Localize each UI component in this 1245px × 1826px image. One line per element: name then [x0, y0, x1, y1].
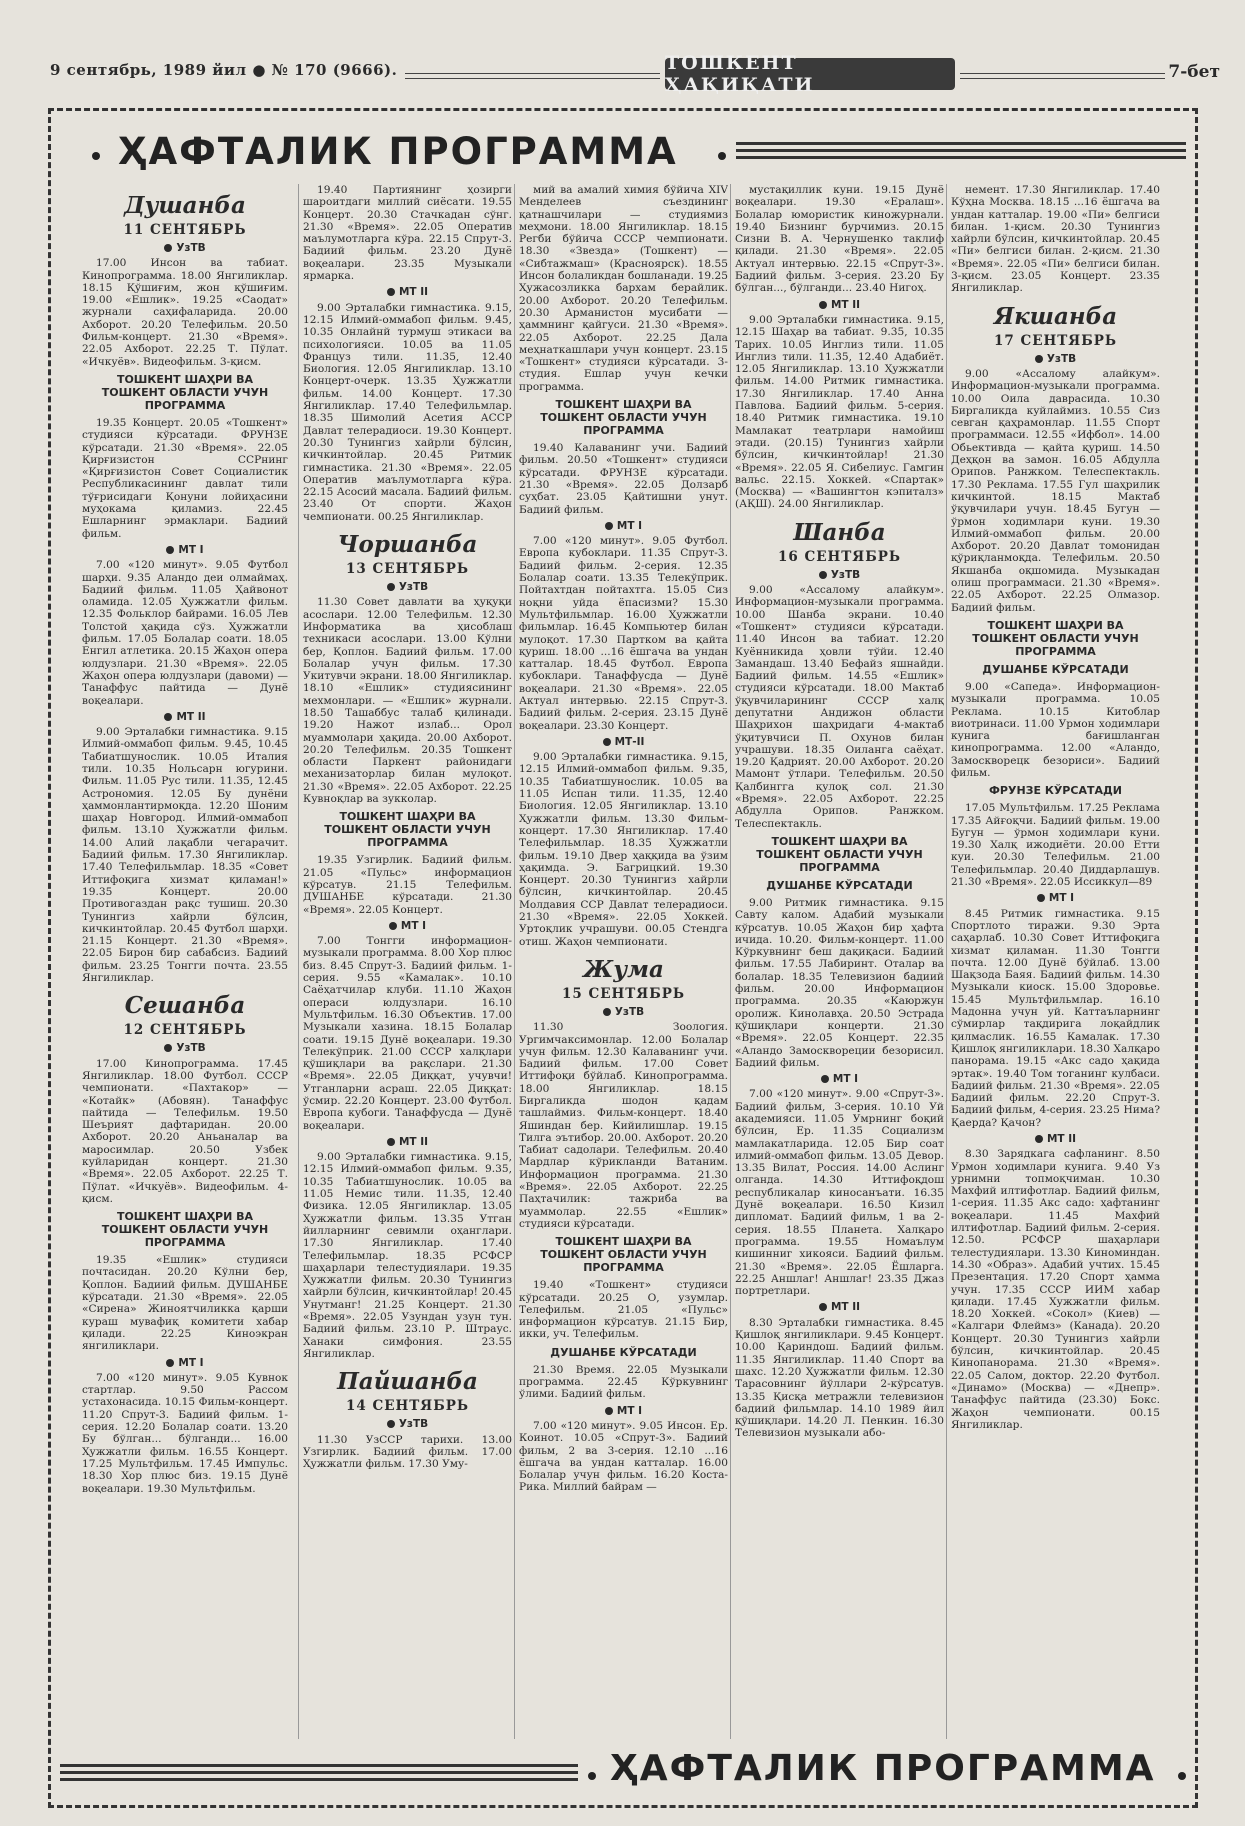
program-listing: 21.30 Время. 22.05 Музыкали программа. 22.45 Кўркувнинг ўлими. Бадиий фильм.: [519, 1363, 728, 1401]
day-date: 14 СЕНТЯБРЬ: [345, 1398, 470, 1415]
program-listing: 17.00 Кинопрограмма. 17.45 Янгиликлар. 18.00 Футбол. СССР чемпионати. «Пахтакор» — «Котайк» (Абовян). Танаффус пайтида — Телефильм. 19.50 Шеърият дафтаридан. 20.00 Ахборот. 20.20 Аньаналар ва маросимлар. 20.50 Узбек куйларидан концерт. 21.30 «Время». 22.05 Ахборот. 22.25 Т. Пўлат. «Ичкуёв». Видеофильм. 4-қисм.: [82, 1057, 288, 1205]
day-heading: Душанба: [124, 192, 246, 219]
section-heading: ФРУНЗЕ КЎРСАТАДИ: [989, 784, 1122, 798]
program-listing: 9.00 «Ассалому алайкум». Информацион-музыкали программа. 10.00 Шанба экрани. 10.40 «Тошкент» студияси кўрсатади. 11.40 Инсон ва табиат. 12.20 Куённикида ҳовли тўйи. 12.40 Замандаш. 13.40 Бефайз яшнайди. Бадиий фильм. 14.55 «Ешлик» студияси кўрсатади. 18.00 Мактаб ўқувчиларининг СССР халқ депутатни Андижон области Шаҳрихон шаҳридаги 4-мактаб ўқитувчиси П. Охунов билан учрашуви. 18.35 Оиланга саёҳат. 19.20 Қадрият. 20.00 Ахборот. 20.20 Мамонт ўтлари. Телефильм. 20.50 Қалбингга қулоқ сол. 21.30 «Время». 22.05 Ахборот. 22.25 Абдулла Орипов. Ранжком. Телеспектакль.: [735, 584, 944, 830]
section-heading: ТОШКЕНТ ШАҲРИ ВА ТОШКЕНТ ОБЛАСТИ УЧУН ПРОГРАММА: [324, 810, 491, 850]
column-2: [298, 184, 512, 1739]
bullet-icon: [1035, 1135, 1043, 1143]
program-listing: мустақиллик куни. 19.15 Дунё воқеалари. 19.30 «Ералаш». Болалар юмористик киножурнали. 19.40 Бизнинг бурчимиз. 20.15 Сизни В. А. Чернушенко таклиф қилади. 21.30 «Время». 22.05 Актуал интервью. 22.15 «Спрут-3». Бадиий фильм. 3-серия. 23.20 Бу бўлган..., бўлганди... 23.40 Нигоҳ.: [735, 184, 944, 295]
section-heading: ДУШАНБЕ КЎРСАТАДИ: [982, 662, 1129, 676]
channel-heading: [735, 1073, 944, 1085]
day-heading: Сешанба: [124, 992, 246, 1020]
banner-title-bottom: ҲАФТАЛИК ПРОГРАММА: [610, 1748, 1156, 1789]
bullet-icon: [603, 738, 611, 746]
newspaper-masthead: ТОШКЕНТ ҲАҚИҚАТИ: [665, 58, 955, 90]
column-1: [82, 184, 288, 1739]
channel-label: МТ II: [398, 286, 429, 299]
bullet-icon: [1037, 894, 1045, 902]
header-rule-right: [960, 73, 1165, 79]
channel-label: МТ II: [830, 1301, 861, 1314]
program-listing: 7.00 «120 минут». 9.05 Футбол. Европа кубоклари. 11.35 Спрут-3. Бадиий фильм. 2-серия. 12.35 Болалар соати. 13.35 Телекўприк. Пойтахтдан пойтахтга. 15.05 Сиз ноқни уйда ёпасизми? 15.30 Мультфильмлар. 16.00 Ҳужжатли фильмлар. 16.45 Компьютер билан мулоқот. 17.30 Партком ва қайта қуриш. 18.00 ...16 ёшгача ва ундан катталар. 18.45 Футбол. Европа кубоклари. Танаффусда — Дунё воқеалари. 21.30 «Время». 22.05 Актуал интервью. 22.15 Спрут-3. Бадиий фильм. 2-серия. 23.15 Дунё воқеалари. 23.30 Концерт.: [519, 535, 728, 732]
channel-label: УзТВ: [398, 1418, 429, 1431]
channel-heading: [82, 711, 288, 723]
channel-heading: [951, 353, 1160, 365]
bullet-icon: [164, 713, 172, 721]
bullet-icon: [718, 152, 726, 160]
bullet-icon: [387, 288, 395, 296]
program-listing: 19.35 Узгирлик. Бадиий фильм. 21.05 «Пульс» информацион кўрсатув. 21.15 Телефильм. ДУШАНБЕ кўрсатади. 21.30 «Время». 22.05 Концерт.: [303, 854, 512, 916]
bullet-icon: [605, 1407, 613, 1415]
program-listing: 19.35 Концерт. 20.05 «Тошкент» студияси кўрсатади. ФРУНЗЕ кўрсатади. 21.30 «Время». 22.05 Қирғизистон ССРнинг «Қирғизистон Совет Социалистик Республикасининг давлат тили тўғрисидаги Қонуни лойиҳасини муҳокама қиламиз. 22.45 Ешларнинг эрмаклари. Бадиий фильм.: [82, 416, 288, 540]
banner-bottom: [60, 1748, 1180, 1800]
section-heading: ТОШКЕНТ ШАҲРИ ВА ТОШКЕНТ ОБЛАСТИ УЧУН ПРОГРАММА: [756, 834, 923, 874]
day-heading: Якшанба: [993, 302, 1118, 330]
column-5: [946, 184, 1160, 1739]
channel-heading: [82, 544, 288, 556]
channel-label: МТ I: [616, 519, 643, 532]
bullet-icon: [164, 244, 172, 252]
channel-label: МТ I: [832, 1073, 859, 1086]
channel-label: УзТВ: [176, 242, 206, 254]
channel-label: УзТВ: [614, 1005, 645, 1018]
bullet-icon: [819, 301, 827, 309]
program-listing: 9.00 Эрталабки гимнастика. 9.15, 12.15 Илмий-оммабоп фильм. 9.35, 10.35 Табиатшунослик. 10.05 ва 11.05 Немис тили. 11.35, 12.40 Физика. 12.05 Янгиликлар. 13.05 Ҳужжатли фильм. 13.35 Утган йилларнинг севимли оҳанглари. 17.30 Янгиликлар. 17.40 Телефильмлар. 18.35 РСФСР шаҳарлари телестудиялари. 19.35 Ҳужжатли фильм. 20.30 Тунингиз хайрли бўлсин, кичкинтойлар! 20.45 Унутманг! 21.25 Концерт. 21.30 «Время». 22.05 Узундан узун тун. Бадиий фильм. 23.10 Р. Штраус. Ханаки симфония. 23.55 Янгиликлар.: [303, 1151, 512, 1360]
program-listing: 17.05 Мультфильм. 17.25 Реклама 17.35 Айғоқчи. Бадиий фильм. 19.00 Бугун — ўрмон ходимлари куни. 19.30 Халқ ижодиёти. 20.00 Етти куи. 20.30 Телефильм. 21.00 Телефильмлар. 20.40 Диддарлашув. 21.30 «Время». 22.05 Иссиккул—89: [951, 802, 1160, 889]
bullet-icon: [603, 1008, 611, 1016]
channel-label: МТ I: [1048, 892, 1075, 905]
day-heading: Шанба: [793, 518, 886, 546]
channel-label: УзТВ: [830, 568, 861, 581]
channel-heading: [519, 1006, 728, 1018]
day-heading: Чоршанба: [337, 531, 478, 559]
channel-heading: [303, 581, 512, 593]
program-listing: 11.30 Совет давлати ва ҳуқуқи асослари. 12.00 Телефильм. 12.30 Информатика ва ҳисоблаш техникаси асослари. 13.00 Кўлни бер, Қоплон. Бадиий фильм. 17.00 Болалар учун фильм. 17.30 Укитувчи экрани. 18.00 Янгиликлар. 18.10 «Ешлик» студиясининг мехмонлари. — «Ешлик» журнали. 18.50 Ташаббус талаб қилинади. 19.20 Нажот излаб... Орол муаммолари ҳақида. 20.00 Ахборот. 20.20 Телефильм. 20.35 Тошкент области Паркент районидаги механизаторлар билан мулоқот. 21.30 «Время». 22.05 Ахборот. 22.25 Кувноқлар ва зукколар.: [303, 596, 512, 806]
channel-heading: [951, 892, 1160, 904]
program-listing: 8.30 Эрталабки гимнастика. 8.45 Қишлоқ янгиликлари. 9.45 Концерт. 10.00 Қариндош. Бадиий фильм. 11.35 Янгиликлар. 11.40 Спорт ва шахс. 12.20 Ҳужжатли фильм. 12.30 Тарасовнинг йўллари 2-кўрсатув. 13.35 Қисқа метражли телевизион бадиий фильмлар. 14.10 1989 йил қўшиқлари. 14.20 Л. Пенкин. 16.30 Телевизион музыкали або-: [735, 1316, 944, 1440]
program-listing: 7.00 Тонгги информацион-музыкали программа. 8.00 Хор плюс биз. 8.45 Спрут-3. Бадиий фильм. 1-серия. 9.55 «Камалак». 10.10 Саёҳатчилар клуби. 11.10 Жаҳон операси юлдузлари. 16.10 Мультфильм. 16.30 Объектив. 17.00 Музыкали хазина. 18.15 Болалар соати. 19.15 Дунё воқеалари. 19.30 Телекўприк. 21.00 СССР халқлари қўшиқлари ва рақслари. 21.30 «Время». 22.05 Диққат, учувчи! Утганларни асраш. 22.05 Диққат: ўсмир. 22.20 Концерт. 23.00 Футбол. Европа кубоги. Танаффусда — Дунё воқеалари.: [303, 935, 512, 1132]
program-listing: 17.00 Инсон ва табиат. Кинопрограмма. 18.00 Янгиликлар. 18.15 Қўшиғим, жон қўшиғим. 19.00 «Ешлик». 19.25 «Саодат» журнали саҳифаларида. 20.00 Ахборот. 20.20 Телефильм. 20.50 Фильм-концерт. 21.30 «Время». 22.05 Ахборот. 22.25 Т. Пўлат. «Ичкуёв». Видеофильм. 3-қисм.: [82, 257, 288, 368]
bullet-icon: [1035, 355, 1043, 363]
program-listing: 19.40 Партиянинг ҳозирги шароитдаги миллий сиёсати. 19.55 Концерт. 20.30 Стачкадан сўнг. 21.30 «Время». 22.05 Оператив маълумотларга кўра. 22.15 Спрут-3. Бадиий фильм. 23.20 Дунё воқеалари. 23.35 Музыкали ярмарка.: [303, 184, 512, 283]
channel-heading: [519, 736, 728, 748]
day-date: 17 СЕНТЯБРЬ: [993, 332, 1118, 349]
program-listing: 9.00 Эрталабки гимнастика. 9.15, 12.15 Илмий-оммабоп фильм. 9.45, 10.35 Онлайнй турмуш этикаси ва психологияси. 10.05 ва 11.05 Француз тили. 11.35, 12.40 Биология. 12.05 Янгиликлар. 13.10 Концерт-очерк. 13.35 Ҳужжатли фильм. 14.00 Концерт. 17.30 Янгиликлар. 17.40 Телефильмлар. 18.35 Шимолий Асетия АССР Давлат телерадиоси. 19.30 Концерт. 20.30 Тунингиз хайрли бўлсин, кичкинтойлар. 20.45 Ритмик гимнастика. 21.30 «Время». 22.05 Оператив маълумотларга кўра. 22.15 Асосий масала. Бадиий фильм. 23.40 От спорти. Жаҳон чемпионати. 00.25 Янгиликлар.: [303, 301, 512, 523]
bullet-icon: [166, 546, 174, 554]
bullet-icon: [92, 152, 100, 160]
channel-label: УзТВ: [176, 1042, 206, 1055]
section-heading: ТОШКЕНТ ШАҲРИ ВА ТОШКЕНТ ОБЛАСТИ УЧУН ПРОГРАММА: [972, 618, 1139, 658]
bullet-icon: [387, 1420, 395, 1428]
program-listing: 19.40 Калаванинг учи. Бадиий фильм. 20.50 «Тошкент» студияси кўрсатади. ФРУНЗЕ кўрсатади. 21.30 «Время». 22.05 Долзарб суҳбат. 23.05 Қайтишни унут. Бадиий фильм.: [519, 442, 728, 516]
program-listing: 9.00 Эрталабки гимнастика. 9.15 Илмий-оммабоп фильм. 9.45, 10.45 Табиатшунослик. 10.05 Италия тили. 10.35 Нольсарн югурини. Фильм. 11.05 Рус тили. 11.35, 12.45 Астрономия. 12.05 Бу дунёни ҳаммонлантирмоқда. 12.20 Шоним шаҳар Новгород. Илмий-оммабоп фильм. 13.10 Ҳужжатли фильм. 14.00 Алий лақабли чегарачит. Бадиий фильм. 17.30 Янгиликлар. 17.40 Телефильмлар. 18.35 «Совет Иттифоқига хизмат қиламан!» 19.35 Концерт. 20.00 Противогаздан рақс тушиш. 20.30 Тунингиз хайрли бўлсин, кичкинтойлар. 20.45 Футбол шарҳи. 21.15 Концерт. 21.30 «Время». 22.05 Бирон бир сабабсиз. Бадиий фильм. 23.25 Тонгги почта. 23.55 Янгиликлар.: [82, 726, 288, 985]
bullet-icon: [819, 571, 827, 579]
bullet-icon: [166, 1359, 174, 1367]
section-heading: ДУШАНБЕ КЎРСАТАДИ: [550, 1345, 697, 1359]
channel-heading: [735, 1301, 944, 1313]
section-heading: ДУШАНБЕ КЎРСАТАДИ: [766, 878, 913, 892]
channel-label: МТ-II: [614, 735, 645, 748]
program-listing: немент. 17.30 Янгиликлар. 17.40 Кўҳна Москва. 18.15 ...16 ёшгача ва ундан катталар. 19.00 «Пи» белгиси билан. 1-қисм. 20.30 Тунингиз хайрли бўлсин, кичкинтойлар. 20.45 «Пи» белгиси билан. 2-қисм. 21.30 «Время». 22.05 «Пи» белгиси билан. 3-қисм. 23.05 Концерт. 23.35 Янгиликлар.: [951, 184, 1160, 295]
channel-heading: [735, 569, 944, 581]
section-heading: ТОШКЕНТ ШАҲРИ ВА ТОШКЕНТ ОБЛАСТИ УЧУН ПРОГРАММА: [101, 1210, 269, 1250]
channel-label: МТ I: [178, 1356, 204, 1369]
program-columns: [82, 184, 1194, 1739]
section-heading: ТОШКЕНТ ШАҲРИ ВА ТОШКЕНТ ОБЛАСТИ УЧУН ПРОГРАММА: [540, 1235, 707, 1275]
bullet-icon: [389, 922, 397, 930]
day-date: 11 СЕНТЯБРЬ: [123, 222, 247, 238]
program-listing: 19.35 «Ешлик» студияси почтасидан. 20.20 Кўлни бер, Қоплон. Бадиий фильм. ДУШАНБЕ кўрсатади. 21.30 «Время». 22.05 «Сирена» Жиноятчиликка қарши кураш мувафиқ комитети хабар қилади. 22.25 Киноэкран янгиликлари.: [82, 1254, 288, 1353]
program-listing: 7.00 «120 минут». 9.05 Инсон. Ер. Коинот. 10.05 «Спрут-3». Бадиий фильм, 2 ва 3-серия. 12.10 ...16 ёшгача ва ундан катталар. 16.00 Болалар учун фильм. 16.20 Коста-Рика. Миллий байрам —: [519, 1419, 728, 1494]
program-listing: 7.00 «120 минут». 9.05 Кувнок стартлар. 9.50 Рассом устахонасида. 10.15 Фильм-концерт. 11.20 Спрут-3. Бадиий фильм. 1-серия. 12.20 Болалар соати. 13.20 Бу бўлган... бўлганди... 16.00 Ҳужжатли фильм. 16.55 Концерт. 17.25 Мультфильм. 17.45 Импульс. 18.30 Хор плюс биз. 19.15 Дунё воқеалари. 19.30 Мультфильм.: [82, 1371, 288, 1495]
bullet-icon: [387, 1138, 395, 1146]
channel-heading: [303, 1136, 512, 1148]
program-listing: 8.30 Зарядкага сафланинг. 8.50 Урмон ходимлари кунига. 9.40 Уз урнимни топмоқчиман. 10.30 Махфий илтифотлар. Бадиий фильм, 1-серия. 11.35 Акс садо: ҳафтанинг воқеалари. 11.45 Махфий илтифотлар. Бадиий фильм. 2-серия. 12.50. РСФСР шаҳарлари телестудиялари. 13.30 Киноминдан. 14.30 «Образ». Адабий учтих. 15.45 Презентация. 17.20 Спорт ҳамма учун. 17.35 СССР ИИМ хабар қилади. 17.45 Хужжатли фильм. 18.20 Хоккей. «Сокол» (Киев) — «Калгари Флеймз» (Канада). 20.20 Концерт. 20.30 Тунингиз хайрли бўлсин, кичкинтойлар. 20.45 Кинопанорама. 21.30 «Время». 22.05 Салом, доктор. 22.20 Футбол. «Динамо» (Москва) — «Днепр». Танаффус пайтида (23.30) Бокс. Жаҳон чемпионати. 00.15 Янгиликлар.: [951, 1148, 1160, 1431]
program-listing: мий ва амалий химия бўйича XIV Менделеев съездининг қатнашчилари — студиямиз меҳмони. 18.00 Янгиликлар. 18.15 Регби бўйича СССР чемпионати. 18.30 «Звезда» (Тошкент) — «Сибтажмаш» (Красноярск). 18.55 Инсон болаликдан бошланади. 19.25 Ҳужасозликка бархам берайлик. 20.00 Ахборот. 20.20 Телефильм. 20.30 Арманистон мусибати — ҳаммнинг қайгуси. 21.30 «Время». 22.05 Ахборот. 22.25 Дала меҳнаткашлари учун концерт. 23.15 «Тошкент» студияси кўрсатади. 3-студия. Ешлар учун кечки программа.: [519, 184, 728, 393]
channel-heading: [82, 1357, 288, 1369]
channel-label: МТ I: [178, 543, 204, 556]
day-date: 15 СЕНТЯБРЬ: [561, 985, 686, 1002]
channel-heading: [519, 520, 728, 532]
bullet-icon: [164, 1044, 172, 1052]
program-listing: 9.00 «Сапеда». Информацион-музыкали программа. 10.05 Реклама. 10.15 Китоблар виотринаси. 11.00 Урмон ходимлари кунига бағишланган кинопрограмма. 12.00 «Аландо, Замоскворецк безориси». Бадиий фильм.: [951, 680, 1160, 779]
program-listing: 7.00 «120 минут». 9.00 «Спрут-3». Бадиий фильм, 3-серия. 10.10 Уй академияси. 11.05 Умрнинг боқий бўлсин, Ер. 11.35 Социализм мамлакатларида. 12.05 Бир соат илмий-оммабоп фильм. 13.05 Девор. 13.35 Вилат, Россия. 14.00 Аслинг олганда. 14.30 Иттифоқдош республикалар киносанъати. 16.35 Дунё воқеалари. 16.50 Кизил дипломат. Бадиий фильм, 1 ва 2-серия. 18.55 Планета. Халқаро программа. 19.55 Номаълум кишинниг хикояси. Бадиий фильм. 21.30 «Время». 22.05 Ёшларга. 22.25 Аншлаг! Аншлаг! 23.35 Джаз портретлари.: [735, 1088, 944, 1298]
bullet-icon: [1178, 1772, 1186, 1780]
program-listing: 9.00 Эрталабки гимнастика. 9.15, 12.15 Илмий-оммабоп фильм. 9.35, 10.35 Табиатшунослик. 10.05 ва 11.05 Испан тили. 11.35, 12.40 Биология. 12.05 Янгиликлар. 13.10 Ҳужжатли фильм. 13.30 Фильм-концерт. 17.30 Янгиликлар. 17.40 Телефильмлар. 18.35 Ҳужжатли фильм. 19.10 Двер ҳаққида ва ўзим ҳақимда. Э. Багрицкий. 19.30 Концерт. 20.30 Тунингиз хайрли бўлсин, кичкинтойлар. 20.45 Молдавия ССР Давлат телерадиоси. 21.30 «Время». 22.05 Хоккей. Уртоқлик учрашуви. 00.05 Стендга отиш. Жаҳон чемпионати.: [519, 751, 728, 948]
program-listing: 8.45 Ритмик гимнастика. 9.15 Спортлото тиражи. 9.30 Эрта саҳарлаб. 10.30 Совет Иттифоқига хизмат қиламан. 11.30 Тонгги почта. 12.00 Дунё бўйлаб. 13.00 Шақзода Баяя. Бадиий фильм. 14.30 Музыкали киоск. 15.00 Здоровье. 15.45 Мультфильмлар. 16.10 Мадонна учун уй. Каттаъларнинг сўмирлар тақдирига лоқайдлик қилмаслик. 16.55 Камалак. 17.30 Қишлоқ янгиликлари. 18.30 Халқаро панорама. 19.15 «Акс садо ҳақида эртак». 19.40 Том тоганинг кулбаси. Бадиий фильм. 21.30 «Время». 22.05 Бадиий фильм. 22.20 Спрут-3. Бадиий фильм, 4-серия. 23.25 Нима? Қаерда? Қачон?: [951, 907, 1160, 1129]
program-listing: 11.30 УзССР тарихи. 13.00 Узгирлик. Бадиий фильм. 17.00 Ҳужжатли фильм. 17.30 Уму-: [303, 1433, 512, 1471]
channel-heading: [303, 1418, 512, 1430]
channel-label: МТ II: [830, 298, 861, 311]
channel-heading: [303, 286, 512, 298]
banner-lines: [736, 142, 1186, 160]
channel-heading: [735, 299, 944, 311]
channel-heading: [82, 242, 288, 254]
day-date: 12 СЕНТЯБРЬ: [123, 1022, 247, 1039]
day-heading: Жума: [583, 955, 664, 983]
program-listing: 9.00 Ритмик гимнастика. 9.15 Савту калом. Адабий музыкали кўрсатув. 10.05 Жаҳон бир ҳафта ичида. 10.20. Фильм-концерт. 11.00 Кўркувнинг беш дақиқаси. Бадиий фильм. 17.55 Лабиринт. Оталар ва болалар. 18.35 Телевизион бадиий фильм. 20.00 Информацион программа. 20.35 «Каюржун оролиж. Кинолавҳа. 20.50 Эстрада қўшиқлари концерти. 21.30 «Время». 22.05 Концерт. 22.35 «Аландо Замосквореции безорисил. Бадиий фильм.: [735, 896, 944, 1069]
program-listing: 7.00 «120 минут». 9.05 Футбол шарҳи. 9.35 Аландо деи олмаймаҳ. Бадиий фильм. 11.05 Ҳайвонот оламида. 12.05 Ҳужжатли фильм. 12.35 Фольклор байрами. 16.05 Лев Толстой ҳақида сўз. Ҳужжатли фильм. 17.05 Болалар соати. 18.05 Енгил атлетика. 20.15 Жаҳон опера юлдузлари. 21.30 «Время». 22.05 Жаҳон опера юлдузлари (давоми) — Танаффус пайтида — Дунё воқеалари.: [82, 559, 288, 707]
channel-label: МТ II: [398, 1135, 429, 1148]
section-heading: ТОШКЕНТ ШАҲРИ ВА ТОШКЕНТ ОБЛАСТИ УЧУН ПРОГРАММА: [540, 398, 707, 438]
day-heading: Пайшанба: [337, 1368, 478, 1396]
page-header: [50, 52, 1220, 96]
channel-heading: [519, 1405, 728, 1417]
banner-top: [82, 130, 1202, 180]
section-heading: ТОШКЕНТ ШАҲРИ ВА ТОШКЕНТ ОБЛАСТИ УЧУН ПРОГРАММА: [101, 372, 269, 412]
bullet-icon: [821, 1075, 829, 1083]
header-rule-left: [405, 73, 660, 79]
program-listing: 9.00 Эрталабки гимнастика. 9.15, 12.15 Шаҳар ва табиат. 9.35, 10.35 Тарих. 10.05 Инглиз тили. 11.05 Инглиз тили. 11.35, 12.40 Адабиёт. 12.05 Янгиликлар. 13.10 Ҳужжатли фильм. 14.00 Ритмик гимнастика. 17.30 Янгиликлар. 17.40 Анна Павлова. Бадиий фильм. 5-серия. 18.40 Ритмик гимнастика. 19.10 Мамлакат театрлари намойиш этади. (20.15) Тунингиз хайрли бўлсин, кичкинтойлар! 21.30 «Время». 22.05 Я. Сибелиус. Гамгин вальс. 22.15. Хоккей. «Спартак» (Москва) — «Вашингтон кэпиталз» (АҚШ). 24.00 Янгиликлар.: [735, 313, 944, 511]
column-4: [730, 184, 944, 1739]
channel-label: МТ I: [400, 919, 427, 932]
banner-lines: [60, 1764, 578, 1782]
page-number: 7-бет: [1168, 62, 1220, 82]
day-date: 13 СЕНТЯБРЬ: [345, 561, 470, 578]
channel-heading: [303, 920, 512, 932]
program-listing: 9.00 «Ассалому алайкум». Информацион-музыкали программа. 10.00 Оила даврасида. 10.30 Биргаликда куйлаймиз. 10.55 Сиз севган қаҳрамонлар. 11.55 Спорт программаси. 12.55 «Ифбол». 14.00 Обьективда — қайта қуриш. 14.50 Деҳқон ва замон. 16.05 Абдулла Орипов. Ранжком. Телеспектакль. 17.30 Реклама. 17.55 Гул шаҳрилик кичкинтой. 18.15 Мактаб ўқувчилари учун. 18.45 Бугун — ўрмон ходимлари куни. 19.30 Илмий-оммабоп фильм. 20.00 Ахборот. 20.20 Давлат томонидан қўриқланмоқда. Телефильм. 20.50 Якшанба оқшомида. Музыкадан олиш программаси. 21.30 «Время». 22.05 Ахборот. 22.25 Олмазор. Бадиий фильм.: [951, 367, 1160, 614]
bullet-icon: [605, 522, 613, 530]
day-date: 16 СЕНТЯБРЬ: [777, 548, 902, 565]
channel-label: МТ II: [176, 710, 206, 723]
issue-date: 9 сентябрь, 1989 йил ● № 170 (9666).: [50, 61, 398, 79]
banner-title-top: ҲАФТАЛИК ПРОГРАММА: [118, 130, 678, 173]
channel-label: МТ II: [1046, 1133, 1077, 1145]
program-listing: 19.40 «Тошкент» студияси кўрсатади. 20.25 О, узумлар. Телефильм. 21.05 «Пульс» информацион кўрсатув. 21.15 Бир, икки, уч. Телефильм.: [519, 1279, 728, 1341]
channel-label: УзТВ: [1046, 352, 1077, 365]
column-3: [514, 184, 728, 1739]
channel-label: МТ I: [616, 1404, 643, 1417]
bullet-icon: [588, 1772, 596, 1780]
bullet-icon: [387, 583, 395, 591]
bullet-icon: [819, 1303, 827, 1311]
channel-heading: [82, 1042, 288, 1054]
program-listing: 11.30 Зоология. Ургимчаксимонлар. 12.00 Болалар учун фильм. 12.30 Калаванинг учи. Бадиий фильм. 17.00 Совет Иттифоқи бўйлаб. Кинопрограмма. 18.00 Янгиликлар. 18.15 Биргаликда шодон қадам ташлаймиз. Фильм-концерт. 18.40 Яшиндан бер. Кийилишлар. 19.15 Тилга эътибор. 20.00. Ахборот. 20.20 Табиат садолари. Телефильм. 20.40 Мардлар кўрикланди Ватаним. Информацион программа. 21.30 «Время». 22.05 Ахборот. 22.25 Паҳтачилик: тажриба ва муаммолар. 22.55 «Ешлик» студияси кўрсатади.: [519, 1021, 728, 1230]
channel-heading: [951, 1133, 1160, 1145]
channel-label: УзТВ: [398, 581, 429, 594]
